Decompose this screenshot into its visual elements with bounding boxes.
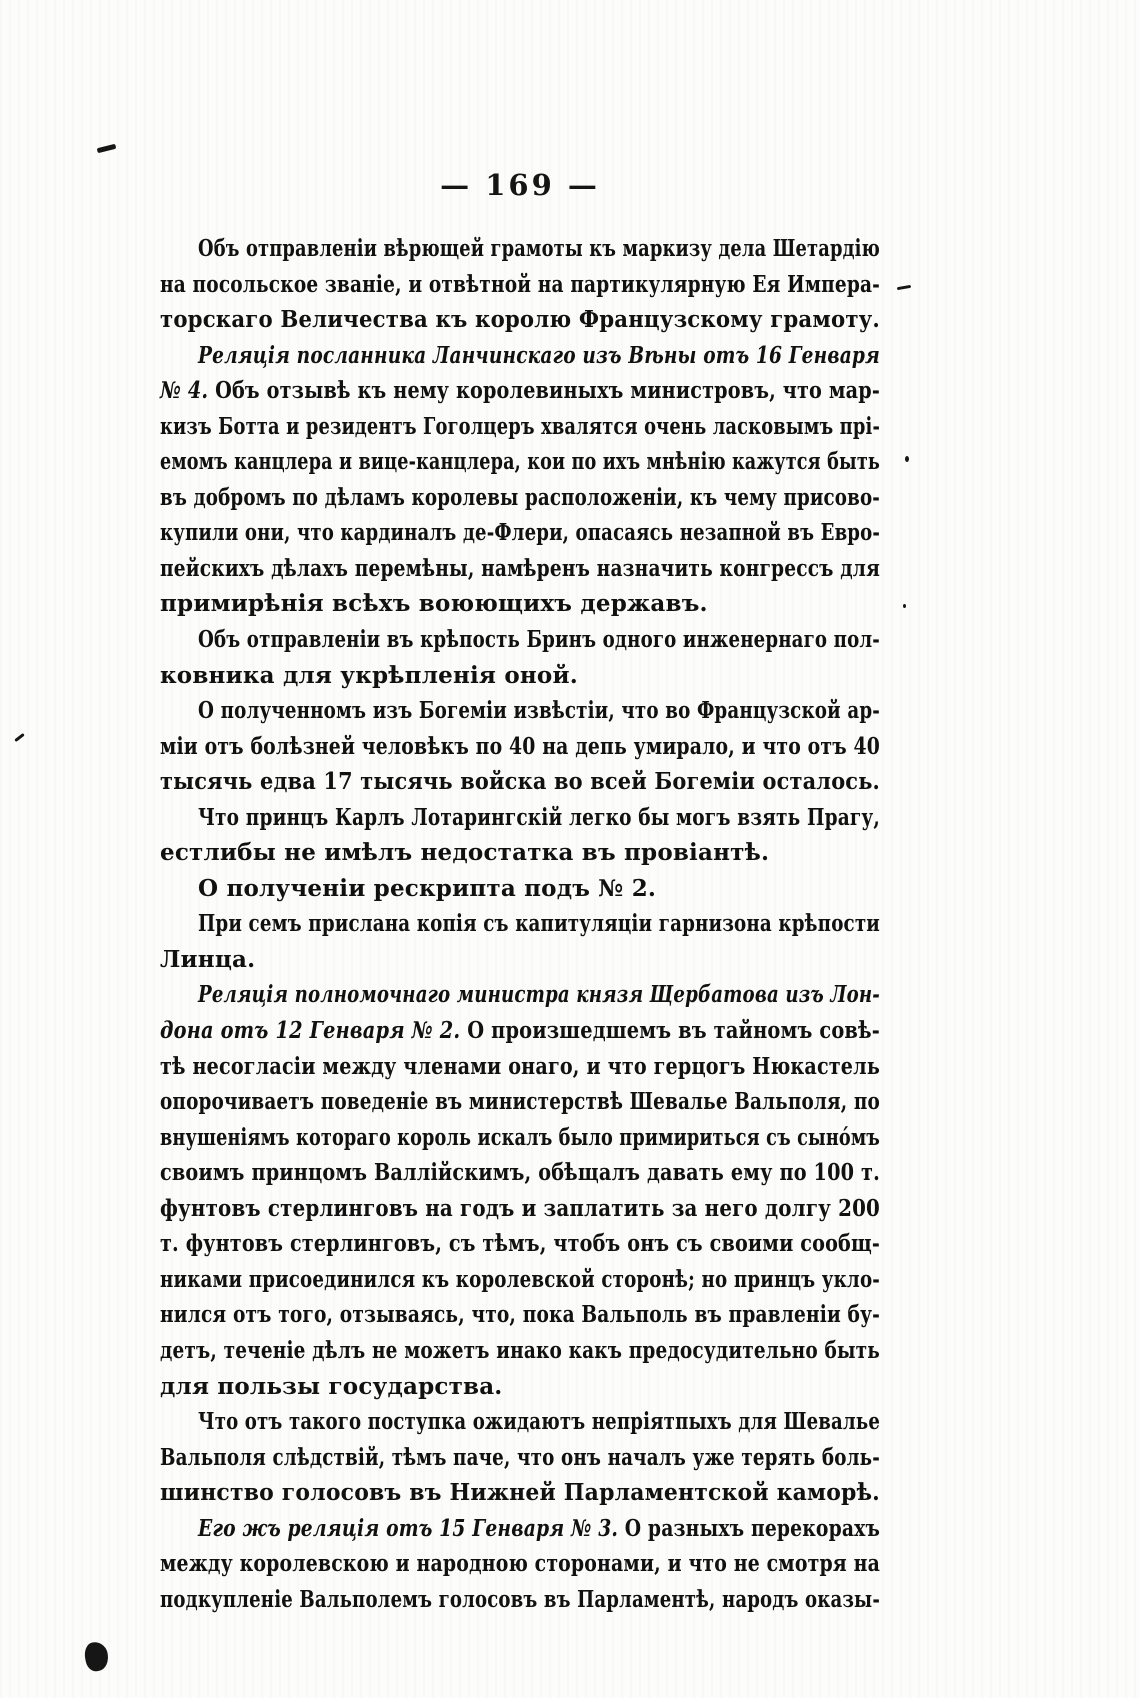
text-line	[160, 1333, 880, 1369]
italic-text-segment: Реляція полномочнаго министра князя Щербатова изъ Лон-	[198, 981, 880, 1009]
text-line	[160, 1582, 880, 1618]
text-line	[160, 1226, 880, 1262]
text-line	[160, 515, 880, 551]
text-segment: О разныхъ перекорахъ	[618, 1514, 880, 1542]
pen-dash-top-left	[97, 144, 117, 153]
text-segment: О полученіи рескрипта подъ № 2.	[198, 874, 657, 902]
text-line	[160, 586, 880, 622]
text-line	[160, 1511, 880, 1547]
text-line	[160, 622, 880, 658]
text-block	[160, 231, 880, 1617]
paragraph	[160, 1511, 880, 1618]
text-line	[160, 906, 880, 942]
text-line	[160, 373, 880, 409]
text-line	[160, 1120, 880, 1156]
text-segment: Объ отзывѣ къ нему королевиныхъ министровъ, что мар-	[208, 377, 880, 405]
italic-text-segment: № 4.	[160, 377, 209, 405]
margin-dot-right-3	[903, 604, 906, 608]
text-line	[160, 835, 880, 871]
text-line	[160, 977, 880, 1013]
text-line	[160, 1084, 880, 1120]
text-segment: подкупленіе Вальполемъ голосовъ въ Парламентѣ, народъ оказы-	[160, 1585, 880, 1613]
text-segment: О полученномъ изъ Богеміи извѣстіи, что во Французской ар-	[198, 697, 880, 725]
text-segment: внушеніямъ котораго король искалъ было примириться съ сынóмъ	[160, 1123, 880, 1151]
paragraph	[160, 693, 880, 800]
text-line	[160, 871, 880, 907]
text-line	[160, 267, 880, 303]
text-line	[160, 1297, 880, 1333]
text-segment: При семъ прислана копія съ капитуляціи гарнизона крѣпости	[198, 910, 880, 938]
text-segment: шинство голосовъ въ Нижней Парламентской каморѣ.	[160, 1479, 880, 1507]
text-segment: между королевскою и народною сторонами, и что не смотря на	[160, 1550, 880, 1578]
text-segment: тысячь едва 17 тысячь войска во всей Богеміи осталось.	[160, 768, 880, 796]
text-line	[160, 764, 880, 800]
text-segment: О произшедшемъ въ тайномъ совѣ-	[460, 1017, 880, 1045]
paragraph	[160, 338, 880, 622]
page-number: — 169 —	[440, 168, 600, 202]
paragraph	[160, 871, 880, 907]
text-segment: для пользы государства.	[160, 1372, 503, 1400]
text-line	[160, 1013, 880, 1049]
text-segment: детъ, теченіе дѣлъ не можетъ инако какъ предосудительно быть	[160, 1336, 880, 1364]
text-line	[160, 942, 880, 978]
text-segment: Что отъ такого поступка ожидаютъ непріятпыхъ для Шевалье	[198, 1408, 880, 1436]
text-line	[160, 1475, 880, 1511]
text-line	[160, 551, 880, 587]
text-line	[160, 302, 880, 338]
text-segment: на посольское званіе, и отвѣтной на партикулярную Ея Импера-	[160, 270, 880, 298]
text-segment: въ добромъ по дѣламъ королевы расположеніи, къ чему присово-	[160, 483, 880, 511]
text-line	[160, 729, 880, 765]
text-segment: своимъ принцомъ Валлійскимъ, обѣщалъ давать ему по 100 т.	[160, 1159, 880, 1187]
text-segment: фунтовъ стерлинговъ на годъ и заплатить за него долгу 200	[160, 1194, 880, 1222]
text-segment: нился отъ того, отзываясь, что, пока Вальполь въ правленіи бу-	[160, 1301, 880, 1329]
text-line	[160, 1191, 880, 1227]
text-line	[160, 231, 880, 267]
paragraph	[160, 231, 880, 338]
text-segment: тѣ несогласіи между членами онаго, и что герцогъ Нюкастель	[160, 1052, 880, 1080]
paragraph	[160, 1404, 880, 1511]
text-line	[160, 1369, 880, 1405]
text-segment: примирѣнія всѣхъ воюющихъ державъ.	[160, 590, 708, 618]
text-segment: Линца.	[160, 945, 256, 973]
text-line	[160, 693, 880, 729]
paragraph	[160, 906, 880, 977]
margin-tick-right-2	[905, 456, 909, 462]
text-segment: Вальполя слѣдствій, тѣмъ паче, что онъ началъ уже терять боль-	[160, 1443, 880, 1471]
text-line	[160, 480, 880, 516]
italic-text-segment: Реляція посланника Ланчинскаго изъ Вѣны отъ 16 Генваря	[198, 341, 880, 369]
text-segment: купили они, что кардиналъ де-Флери, опасаясь незапной въ Евро-	[160, 519, 880, 547]
text-line	[160, 1440, 880, 1476]
text-line	[160, 409, 880, 445]
text-line	[160, 1546, 880, 1582]
italic-text-segment: Его жъ реляція отъ 15 Генваря № 3.	[198, 1514, 619, 1542]
paragraph	[160, 800, 880, 871]
text-segment: торскаго Величества къ королю Французскому грамоту.	[160, 306, 880, 334]
italic-text-segment: дона отъ 12 Генваря № 2.	[160, 1017, 461, 1045]
text-segment: емомъ канцлера и вице-канцлера, кои по ихъ мнѣнію кажутся быть	[160, 448, 880, 476]
text-line	[160, 1262, 880, 1298]
text-segment: никами присоединился къ королевской сторонѣ; но принцъ укло-	[160, 1265, 880, 1293]
text-line	[160, 800, 880, 836]
text-segment: міи отъ болѣзней человѣкъ по 40 на депь умирало, и что отъ 40	[160, 732, 880, 760]
ink-blot-bottom-left	[82, 1640, 111, 1673]
paragraph	[160, 977, 880, 1404]
text-line	[160, 1049, 880, 1085]
text-segment: естлибы не имѣлъ недостатка въ провіантѣ.	[160, 839, 770, 867]
text-line	[160, 1404, 880, 1440]
text-line	[160, 338, 880, 374]
margin-mark-left-1	[14, 733, 25, 742]
text-line	[160, 658, 880, 694]
text-segment: кизъ Ботта и резидентъ Гоголцеръ хвалятся очень ласковымъ прі-	[160, 412, 880, 440]
text-segment: Объ отправленіи въ крѣпость Бринъ одного инженернаго пол-	[198, 626, 880, 654]
text-segment: т. фунтовъ стерлинговъ, съ тѣмъ, чтобъ онъ съ своими сообщ-	[160, 1230, 880, 1258]
paragraph	[160, 622, 880, 693]
text-line	[160, 1155, 880, 1191]
text-segment: Что принцъ Карлъ Лотарингскій легко бы могъ взять Прагу,	[198, 803, 880, 831]
text-segment: опорочиваетъ поведеніе въ министерствѣ Шевалье Вальполя, по	[160, 1088, 880, 1116]
text-segment: пейскихъ дѣлахъ перемѣны, намѣренъ назначить конгрессъ для	[160, 554, 880, 582]
text-line	[160, 444, 880, 480]
text-segment: ковника для укрѣпленія оной.	[160, 661, 578, 689]
text-segment: Объ отправленіи вѣрющей грамоты къ маркизу дела Шетардію	[198, 235, 880, 262]
margin-dash-right-1	[897, 285, 911, 290]
